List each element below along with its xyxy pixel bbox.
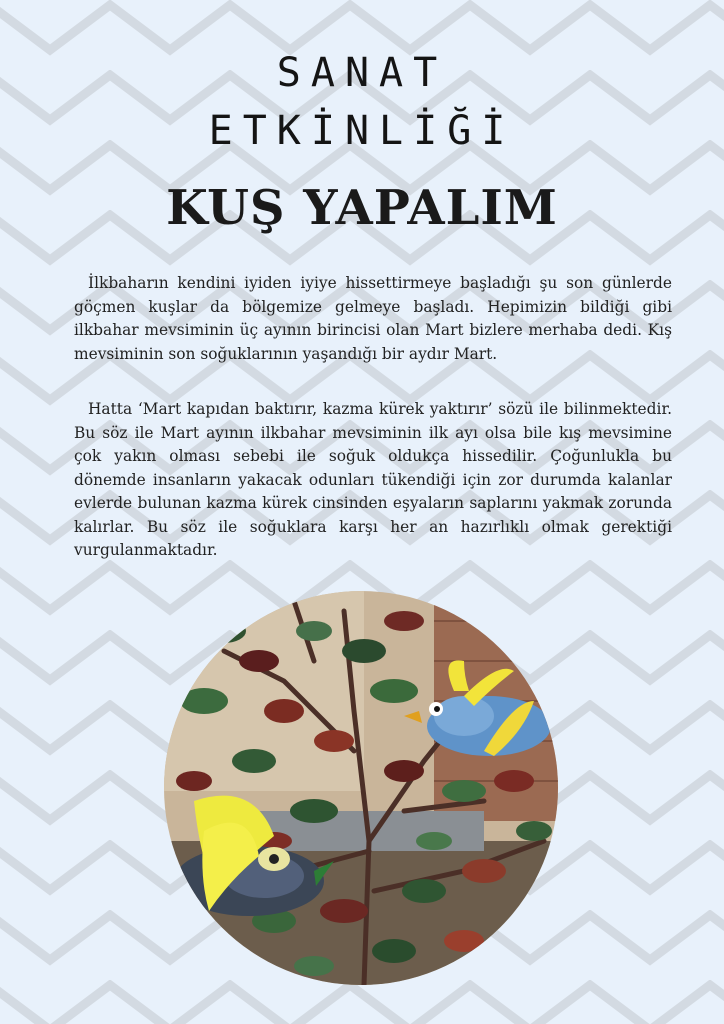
title-line-2: ETKİNLİĞİ bbox=[208, 108, 516, 154]
title-line-1: SANAT bbox=[276, 50, 448, 96]
headline: KUŞ YAPALIM bbox=[166, 180, 558, 236]
paragraph-2: Hatta ‘Mart kapıdan baktırır, kazma kürek yaktırır’ sözü ile bilinmektedir. Bu söz ile Mart ayının ilkbahar mevsiminin ilk ayı olsa bile kış mevsimine çok yakın olması sebebi ile soğuk oldukça hissedilir. Çoğunlukla bu dönemde insanların yakacak odunları tükendiği için zor durumda kalanlar evlerde bulunan kazma kürek cinsinden eşyaların saplarını yakmak zorunda kalırlar. Bu söz ile soğuklara karşı her an hazırlıklı olmak gerektiği vurgulanmaktadır. bbox=[74, 400, 672, 559]
bird-craft-photo bbox=[164, 591, 558, 985]
paragraph-1: İlkbaharın kendini iyiden iyiye hissettirmeye başladığı şu son günlerde göçmen kuşlar da bölgemize gelmeye başladı. Hepimizin bildiği gibi ilkbahar mevsiminin üç ayının birincisi olan Mart bizlere merhaba dedi. Kış mevsiminin son soğuklarının yaşandığı bir aydır Mart. bbox=[74, 274, 672, 363]
